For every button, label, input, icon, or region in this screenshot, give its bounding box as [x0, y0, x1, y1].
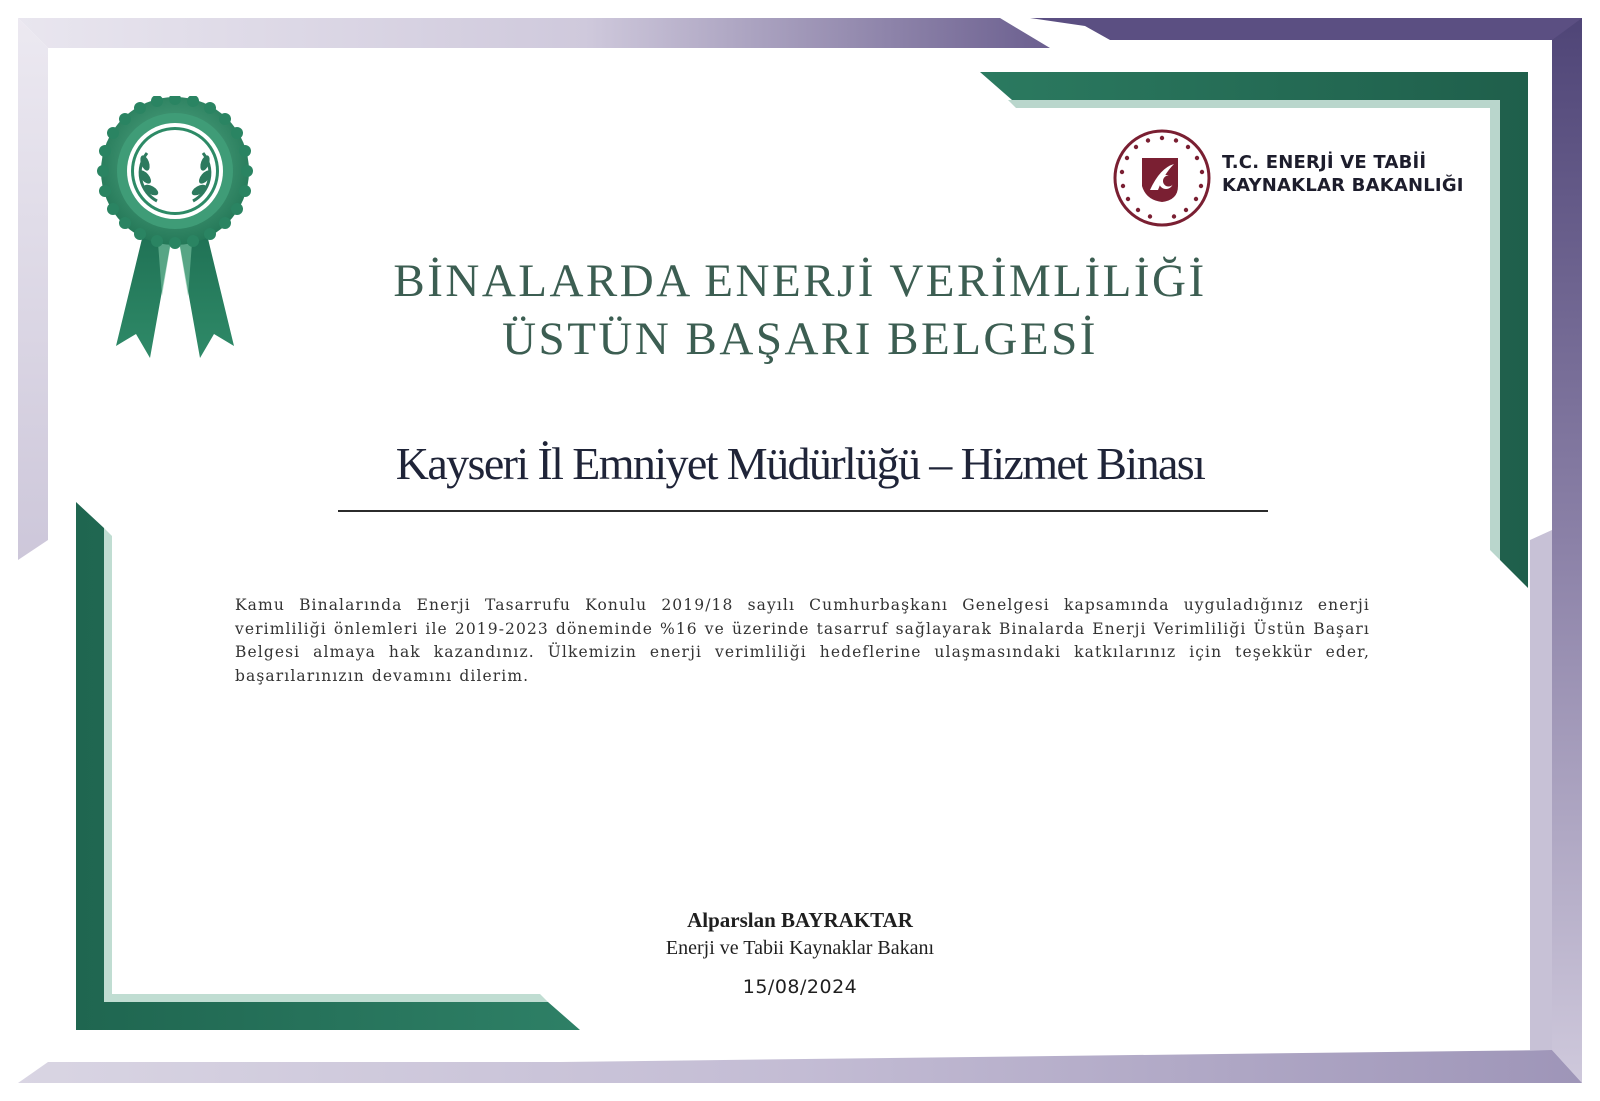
green-band-bottom-left [76, 502, 580, 1030]
frame-band-top-right [1030, 18, 1582, 40]
frame-band-bottom [18, 1050, 1582, 1083]
ministry-name-line2: KAYNAKLAR BAKANLIĞI [1222, 175, 1464, 196]
signatory-title: Enerji ve Tabii Kaynaklar Bakanı [665, 937, 935, 959]
frame-band-left [18, 18, 48, 560]
ministry-name-line1: T.C. ENERJİ VE TABİİ [1222, 152, 1427, 173]
signature-block [600, 906, 1000, 998]
recipient-name: Kayseri İl Emniyet Müdürlüğü – Hizmet Binası [395, 438, 1205, 489]
certificate-title [300, 252, 1300, 368]
certificate-body: Kamu Binalarında Enerji Tasarrufu Konulu 2019/18 sayılı Cumhurbaşkanı Genelgesi kapsamında uyguladığınız enerji verimliliği önlemleri ile 2019-2023 döneminde %16 ve üzerinde tasarruf sağlayarak Binalarda Enerji Verimliliği Üstün Başarı Belgesi almaya hak kazandınız. Ülkemizin enerji verimliliği hedeflerine ulaşmasındaki katkılarınız için teşekkür eder, başarılarınızın devamını dilerim. [235, 596, 1370, 685]
title-line2: ÜSTÜN BAŞARI BELGESİ [502, 313, 1098, 365]
recipient-underline [338, 510, 1268, 512]
title-line1: BİNALARDA ENERJİ VERİMLİLİĞİ [393, 255, 1207, 307]
frame-inner-right [1530, 530, 1552, 1050]
frame-band-top [18, 18, 1050, 48]
frame-band-right [1552, 18, 1582, 1083]
ministry-emblem-icon [1112, 128, 1212, 228]
ministry-name [1222, 151, 1464, 197]
award-rosette-icon [90, 96, 260, 366]
signatory-name: Alparslan BAYRAKTAR [687, 908, 913, 932]
certificate-date: 15/08/2024 [742, 976, 858, 998]
